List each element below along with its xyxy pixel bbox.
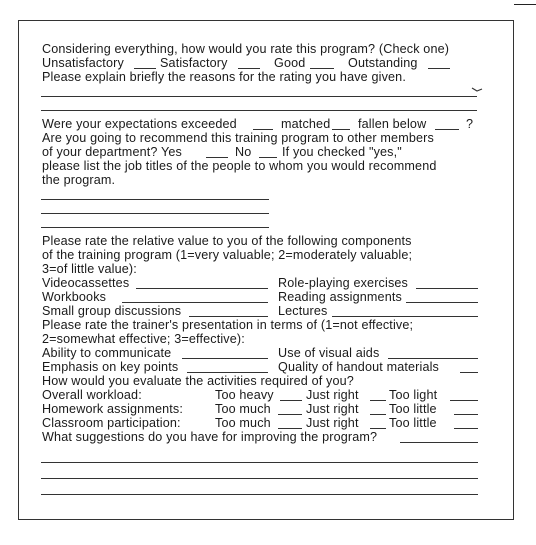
homework-opt-much: Too much xyxy=(215,402,271,416)
q2-recommend-prompt: Are you going to recommend this training program to other members xyxy=(42,131,434,145)
homework-right-blank[interactable] xyxy=(370,414,386,415)
evaluation-form xyxy=(18,20,514,520)
q2-if-yes-label: If you checked "yes," xyxy=(282,145,402,159)
no-blank[interactable] xyxy=(259,157,277,158)
suggestions-line-1[interactable] xyxy=(41,462,478,463)
pen-check-mark xyxy=(471,86,481,94)
q1-answer-line-1[interactable] xyxy=(41,96,477,97)
q1-option-outstanding: Outstanding xyxy=(348,56,418,70)
fallen-below-blank[interactable] xyxy=(435,129,459,130)
participation-opt-much: Too much xyxy=(215,416,271,430)
q1-prompt: Considering everything, how would you rate this program? (Check one) xyxy=(42,42,450,56)
participation-opt-right: Just right xyxy=(306,416,359,430)
workload-opt-right: Just right xyxy=(306,388,359,402)
q3-scale-end: 3=of little value): xyxy=(42,262,137,276)
suggestions-line-3[interactable] xyxy=(41,494,478,495)
suggestions-line-2[interactable] xyxy=(41,478,478,479)
q3-reading-label: Reading assignments xyxy=(278,290,402,304)
q1-option-satisfactory: Satisfactory xyxy=(160,56,228,70)
job-title-line-1[interactable] xyxy=(41,199,269,200)
q2-job-titles-prompt-end: the program. xyxy=(42,173,116,187)
role-playing-blank[interactable] xyxy=(416,288,478,289)
small-group-blank[interactable] xyxy=(189,316,268,317)
q4-visual-aids-label: Use of visual aids xyxy=(278,346,380,360)
q4-scale: 2=somewhat effective; 3=effective): xyxy=(42,332,245,346)
suggestions-inline-blank[interactable] xyxy=(400,442,478,443)
workload-heavy-blank[interactable] xyxy=(280,400,302,401)
q4-ability-label: Ability to communicate xyxy=(42,346,172,360)
q1-answer-line-2[interactable] xyxy=(41,110,477,111)
participation-right-blank[interactable] xyxy=(370,428,386,429)
unsatisfactory-blank[interactable] xyxy=(134,68,156,69)
q2-option-matched: matched xyxy=(281,117,331,131)
matched-blank[interactable] xyxy=(332,129,350,130)
outstanding-blank[interactable] xyxy=(428,68,450,69)
q4-emphasis-label: Emphasis on key points xyxy=(42,360,179,374)
q2-expectations-prompt: Were your expectations exceeded xyxy=(42,117,237,131)
q1-explain-prompt: Please explain briefly the reasons for the rating you have given. xyxy=(42,70,406,84)
q3-small-group-label: Small group discussions xyxy=(42,304,182,318)
q2-yes-label: of your department? Yes xyxy=(42,145,182,159)
homework-little-blank[interactable] xyxy=(454,414,478,415)
q2-job-titles-prompt: please list the job titles of the people to whom you would recommend xyxy=(42,159,437,173)
corner-rule xyxy=(514,4,536,5)
job-title-line-3[interactable] xyxy=(41,227,269,228)
q5-prompt: How would you evaluate the activities required of you? xyxy=(42,374,354,388)
q1-option-good: Good xyxy=(274,56,306,70)
emphasis-blank[interactable] xyxy=(187,372,268,373)
q3-workbooks-label: Workbooks xyxy=(42,290,107,304)
workbooks-blank[interactable] xyxy=(122,302,268,303)
q6-prompt: What suggestions do you have for improving the program? xyxy=(42,430,378,444)
workload-opt-light: Too light xyxy=(389,388,438,402)
ability-blank[interactable] xyxy=(182,358,268,359)
reading-blank[interactable] xyxy=(406,302,478,303)
exceeded-blank[interactable] xyxy=(253,129,273,130)
q3-prompt: Please rate the relative value to you of the following components xyxy=(42,234,412,248)
q1-option-unsatisfactory: Unsatisfactory xyxy=(42,56,124,70)
q4-handouts-label: Quality of handout materials xyxy=(278,360,440,374)
q3-scale: of the training program (1=very valuable; 2=moderately valuable; xyxy=(42,248,413,262)
homework-much-blank[interactable] xyxy=(278,414,302,415)
q2-no-label: No xyxy=(235,145,252,159)
workload-opt-heavy: Too heavy xyxy=(215,388,274,402)
participation-label: Classroom participation: xyxy=(42,416,181,430)
participation-opt-little: Too little xyxy=(389,416,437,430)
good-blank[interactable] xyxy=(310,68,334,69)
participation-little-blank[interactable] xyxy=(454,428,478,429)
q3-role-playing-label: Role-playing exercises xyxy=(278,276,408,290)
q3-lectures-label: Lectures xyxy=(278,304,328,318)
workload-right-blank[interactable] xyxy=(370,400,386,401)
yes-blank[interactable] xyxy=(206,157,228,158)
job-title-line-2[interactable] xyxy=(41,213,269,214)
satisfactory-blank[interactable] xyxy=(238,68,260,69)
visual-aids-blank[interactable] xyxy=(388,358,478,359)
workload-label: Overall workload: xyxy=(42,388,142,402)
lectures-blank[interactable] xyxy=(332,316,478,317)
handouts-blank[interactable] xyxy=(460,372,478,373)
q3-videocassettes-label: Videocassettes xyxy=(42,276,130,290)
q2-question-mark: ? xyxy=(466,117,474,131)
workload-light-blank[interactable] xyxy=(450,400,478,401)
homework-opt-right: Just right xyxy=(306,402,359,416)
homework-label: Homework assignments: xyxy=(42,402,184,416)
q2-option-fallen-below: fallen below xyxy=(358,117,427,131)
homework-opt-little: Too little xyxy=(389,402,437,416)
q4-prompt: Please rate the trainer's presentation in terms of (1=not effective; xyxy=(42,318,414,332)
participation-much-blank[interactable] xyxy=(278,428,302,429)
videocassettes-blank[interactable] xyxy=(136,288,268,289)
